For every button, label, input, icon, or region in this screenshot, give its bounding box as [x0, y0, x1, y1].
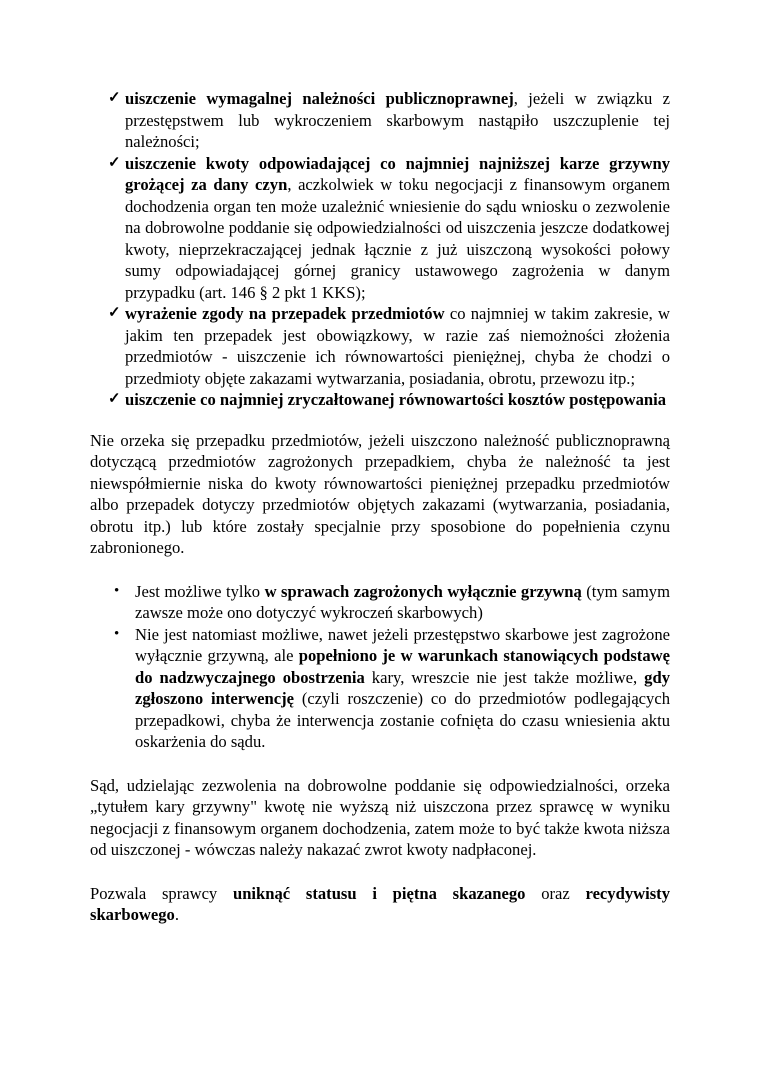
paragraph-forfeiture: Nie orzeka się przepadku przedmiotów, jeżeli uiszczono należność publicznoprawną dotyczącą przedmiotów zagrożonych przepadkiem, chyba że należność ta jest niewspółmiernie niska do kwoty równowartości pieniężnej przepadku przedmiotów albo przepadek dotyczy przedmiotów objętych zakazami (wytwarzania, posiadania, obrotu itp.) lub które zostały specjalnie przy sposobione do popełnienia czynu zabronionego. [90, 430, 670, 557]
bullet-text: (tym samym zawsze może ono dotyczyć wykroczeń skarbowych) [135, 581, 670, 622]
bullet-item [90, 624, 670, 753]
paragraph-text: . [174, 905, 179, 924]
paragraph-text: oraz [525, 883, 586, 903]
bullet-text: (czyli roszczenie) co do przedmiotów podlegających przepadkowi, chyba że interwencja zostanie cofnięta do czasu wniesienia aktu oskarżenia do sądu. [135, 689, 671, 751]
bullet-bold: w sprawach zagrożonych wyłącznie grzywną [264, 581, 582, 601]
bullet-text: kary, wreszcie nie jest także możliwe, [364, 667, 645, 687]
paragraph-bold: recydywisty skarbowego [90, 883, 670, 924]
check-mark-icon: ✓ [108, 90, 121, 106]
checklist [90, 88, 670, 411]
checklist-item-bold: uiszczenie wymagalnej należności publicznoprawnej [125, 89, 514, 108]
bullet-text: Nie jest natomiast możliwe, nawet jeżeli przestępstwo skarbowe jest zagrożone wyłącznie grzywną, ale [135, 624, 670, 665]
checklist-item-bold: uiszczenie kwoty odpowiadającej co najmniej najniższej karze grzywny grożącej za dany czyn [125, 153, 670, 194]
paragraph-status [90, 883, 670, 926]
bullet-icon: • [114, 582, 120, 599]
checklist-item-text: , aczkolwiek w toku negocjacji z finansowym organem dochodzenia organ ten może uzależnić wniesienie do sądu wniosku o zezwolenie na dobrowolne poddanie się odpowiedzialności od uiszczenia jeszcze dodatkowej kwoty, nieprzekraczającej jednak łącznie z już uiszczoną wysokości połowy sumy odpowiadającej górnej granicy ustawowego zagrożenia w danym przypadku (art. 146 § 2 pkt 1 KKS); [125, 175, 670, 302]
bullet-bold: popełniono je w warunkach stanowiących podstawę do nadzwyczajnego obostrzenia [135, 646, 670, 687]
checklist-item [90, 153, 670, 304]
checklist-item-text: co najmniej w takim zakresie, w jakim ten przepadek jest obowiązkowy, w razie zaś niemożności złożenia przedmiotów - uiszczenie ich równowartości pieniężnej, chyba że chodzi o przedmioty objęte zakazami wytwarzania, posiadania, obrotu, przewozu itp.; [125, 304, 670, 388]
checklist-item [90, 389, 670, 411]
paragraph-bold: uniknąć statusu i piętna skazanego [232, 883, 526, 903]
bullet-text: Jest możliwe tylko [135, 581, 265, 601]
checklist-item-text: , jeżeli w związku z przestępstwem lub wykroczeniem skarbowym nastąpiło uszczuplenie tej należności; [125, 89, 670, 151]
check-mark-icon: ✓ [108, 154, 121, 171]
check-mark-icon: ✓ [108, 305, 121, 321]
checklist-item [90, 88, 670, 153]
checklist-item-bold: uiszczenie co najmniej zryczałtowanej równowartości kosztów postępowania [125, 390, 667, 409]
checklist-item-bold: wyrażenie zgody na przepadek przedmiotów [125, 304, 445, 323]
bullet-item [90, 581, 670, 624]
check-mark-icon: ✓ [108, 391, 121, 407]
paragraph-text: Pozwala sprawcy [90, 883, 233, 903]
bullet-list [90, 581, 670, 753]
paragraph-court-fine: Sąd, udzielając zezwolenia na dobrowolne poddanie się odpowiedzialności, orzeka „tytułem kary grzywny" kwotę nie wyższą niż uiszczona przez sprawcę w wyniku negocjacji z finansowym organem dochodzenia, zatem może to być także kwota niższa od uiszczonej - wówczas należy nakazać zwrot kwoty nadpłaconej. [90, 775, 670, 859]
bullet-icon: • [114, 625, 120, 642]
document-page [90, 88, 670, 926]
bullet-bold: gdy zgłoszono interwencję [135, 667, 670, 708]
checklist-item [90, 303, 670, 389]
